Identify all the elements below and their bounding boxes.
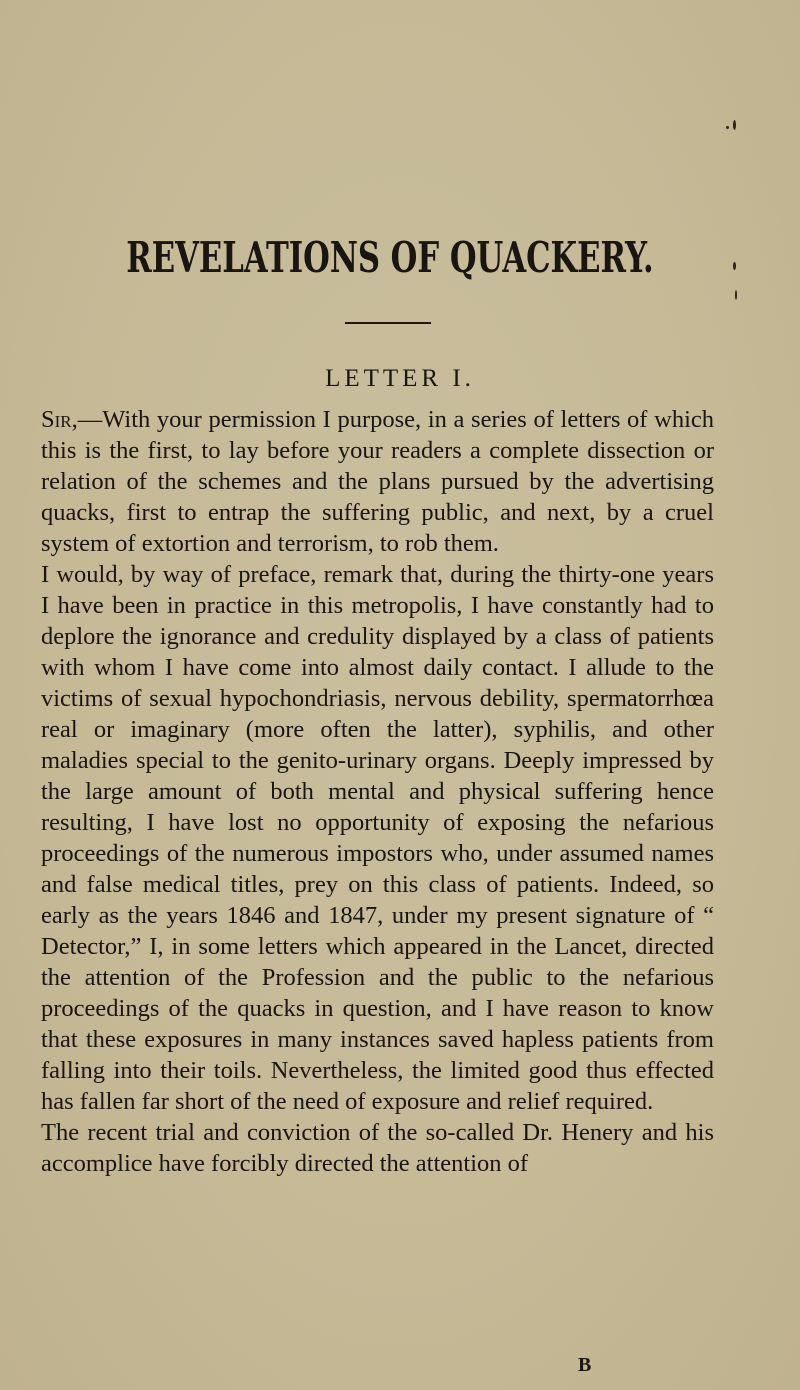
salutation: Sir xyxy=(41,406,72,433)
paragraph-1-text: ,—With your permission I purpose, in a series of letters of which this is the first, to lay before your readers a complete dissection or relation of the schemes and the plans pursued by the advertising quacks, first to entrap the suffering public, and next, by a cruel system of extortion and terrorism, to rob them. xyxy=(41,406,714,557)
page-blemish xyxy=(733,120,736,130)
letter-body xyxy=(41,404,714,1179)
title-divider xyxy=(345,322,431,324)
paragraph-3: The recent trial and conviction of the so-called Dr. Henery and his accomplice have forcibly directed the attention of xyxy=(41,1119,714,1177)
signature-mark: B xyxy=(578,1354,592,1376)
paragraph-1 xyxy=(41,404,714,559)
paragraph-2: I would, by way of preface, remark that, during the thirty-one years I have been in practice in this metropolis, I have constantly had to deplore the ignorance and credulity displayed by a class of patients with whom I have come into almost daily contact. I allude to the victims of sexual hypochondriasis, nervous debility, spermatorrhœa real or imaginary (more often the latter), syphilis, and other maladies special to the genito-urinary organs. Deeply impressed by the large amount of both mental and physical suffering hence resulting, I have lost no opportunity of exposing the nefarious proceedings of the numerous impostors who, under assumed names and false medical titles, prey on this class of patients. Indeed, so early as the years 1846 and 1847, under my present signature of “ Detector,” I, in some letters which appeared in the Lancet, directed the attention of the Profession and the public to the nefarious proceedings of the quacks in question, and I have reason to know that these exposures in many instances saved hapless patients from falling into their toils. Nevertheless, the limited good thus effected has fallen far short of the need of exposure and relief required. xyxy=(41,561,714,1115)
page-blemish xyxy=(726,126,729,129)
page-blemish xyxy=(735,290,737,300)
page-blemish xyxy=(733,262,736,270)
letter-heading: LETTER I. xyxy=(325,365,475,392)
page-title: REVELATIONS OF QUACKERY. xyxy=(126,233,654,282)
